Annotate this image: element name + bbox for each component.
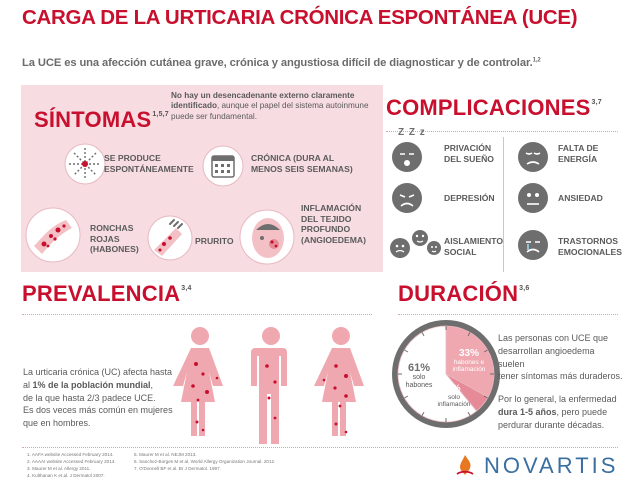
pie-33-value: 33% — [458, 348, 479, 359]
people-icon — [388, 224, 442, 264]
complicaciones-title — [386, 95, 602, 121]
ref-6: 6. Sanchez-Borges M et al. World Allergy Organization Journal. 2012. — [134, 458, 276, 464]
prevalencia-text — [23, 366, 173, 430]
prevalencia-title-text: PREVALENCIA — [22, 281, 181, 306]
dur-t2-1: Por lo general, la enfermedad — [498, 394, 617, 405]
novartis-logo-text: NOVARTIS — [484, 453, 619, 478]
sparkle-icon — [63, 142, 107, 186]
comp-energia: FALTA DE ENERGÍA — [558, 143, 599, 164]
duracion-pie-chart — [388, 316, 504, 432]
sintomas-prurito: PRURITO — [195, 236, 234, 246]
sintomas-intro-rest: , aunque el papel del sistema autoinmune puede ser fundamental. — [171, 101, 369, 121]
pie-61-sub2: habones — [405, 381, 433, 389]
references-col2 — [134, 452, 284, 473]
comp-depresion: DEPRESIÓN — [444, 193, 495, 203]
page-subtitle — [22, 57, 541, 69]
references-col1 — [27, 452, 127, 480]
comp-aislamiento: AISLAMIENTO SOCIAL — [444, 236, 504, 257]
prev-line2-post: , — [150, 379, 154, 390]
calendar-icon — [202, 145, 244, 187]
sintomas-cronica: CRÓNICA (DURA AL MENOS SEIS SEMANAS) — [251, 153, 353, 174]
sintomas-espontaneo: SE PRODUCE ESPONTÁNEAMENTE — [104, 153, 194, 174]
sintomas-sup: 1,5,7 — [152, 111, 169, 118]
prev-line4: Es dos veces más común en mujeres — [23, 405, 173, 416]
depressed-face-icon — [392, 183, 422, 213]
prev-line2-pre: al — [23, 379, 33, 390]
pie-6-value: 6% — [447, 383, 461, 393]
dur-t1-3: tener síntomas más duraderos. — [498, 371, 623, 382]
subtitle-text: La UCE es una afección cutánea grave, crónica y angustiosa difícil de diagnosticar y de controlar. — [22, 57, 533, 69]
page-title: CARGA DE LA URTICARIA CRÓNICA ESPONTÁNEA (UCE) — [22, 6, 578, 29]
comp-ansiedad: ANSIEDAD — [558, 193, 603, 203]
tired-face-icon — [518, 142, 548, 172]
dur-t2-2-rest: , pero puede — [556, 406, 608, 417]
complicaciones-title-text: COMPLICACIONES — [386, 95, 591, 120]
comp-trastornos: TRASTORNOS EMOCIONALES — [558, 236, 622, 257]
prevalencia-title — [22, 281, 192, 307]
pie-6-sub2: inflamación — [437, 401, 471, 409]
pie-6-sub1: solo — [448, 393, 460, 401]
prev-line3: de la que hasta 2/3 padece UCE. — [23, 392, 156, 403]
prev-line1: La urticaria crónica (UC) afecta hasta — [23, 367, 173, 377]
references-divider — [22, 447, 618, 448]
dur-t2-2-bold: dura 1-5 años — [498, 406, 557, 417]
duracion-text — [498, 332, 623, 431]
prevalencia-divider — [22, 314, 372, 315]
pie-33-sub1: habones e — [453, 359, 485, 366]
pie-label-6 — [432, 384, 476, 408]
pie-label-61 — [402, 362, 436, 389]
swollen-face-icon — [238, 208, 296, 266]
sleepy-face-icon — [392, 142, 422, 172]
comp-sueno: PRIVACIÓN DEL SUEÑO — [444, 143, 494, 164]
duracion-sup: 3,6 — [519, 285, 530, 292]
ref-7: 7. O'Donnell BF et al. Br J Dermatol. 1997. — [134, 465, 221, 471]
duracion-title — [398, 281, 530, 307]
woman-figure-icon — [169, 326, 231, 448]
dur-t2-2 — [498, 406, 623, 419]
dur-t2-3: perdurar durante décadas. — [498, 419, 605, 430]
ref-3: 3. Maurer M et al. Allergy 2011. — [27, 465, 91, 471]
hives-arm-icon — [24, 206, 82, 264]
pie-label-33 — [446, 348, 492, 373]
dur-t1-1: Las personas con UCE que — [498, 333, 609, 343]
duracion-title-text: DURACIÓN — [398, 281, 519, 306]
complicaciones-sup: 3,7 — [591, 99, 602, 106]
sintomas-ronchas: RONCHAS ROJAS (HABONES) — [90, 223, 139, 255]
prev-line2-bold: 1% de la población mundial — [32, 379, 151, 390]
prev-line5: que en hombres. — [23, 418, 91, 429]
subtitle-sup: 1,2 — [532, 57, 541, 64]
sintomas-intro — [171, 91, 371, 122]
scratching-hand-icon — [146, 214, 194, 262]
woman-figure-icon — [310, 326, 372, 448]
prevalencia-sup: 3,4 — [181, 285, 192, 292]
pie-33-sub2: inflamación — [452, 366, 486, 374]
pie-61-sub1: solo — [412, 374, 426, 382]
pie-61-value: 61% — [407, 362, 431, 374]
complicaciones-vdivider — [503, 137, 504, 272]
sintomas-title — [34, 107, 169, 133]
ref-5: 5. Maurer M et al. NEJM 2013. — [134, 452, 197, 457]
novartis-flame-icon — [454, 454, 476, 476]
man-figure-icon — [245, 326, 297, 448]
sintomas-inflamacion: INFLAMACIÓN DEL TEJIDO PROFUNDO (ANGIOEDEMA) — [301, 203, 366, 246]
zzz-text: Z Z z — [398, 127, 426, 138]
anxious-face-icon — [518, 183, 548, 213]
sintomas-intro-bold: No hay un desencadenante externo claramente identificado — [171, 91, 355, 111]
ref-4: 4. Kulthanan K et al. J Dermatol 2007. — [27, 472, 105, 478]
duracion-divider — [398, 314, 618, 315]
prev-line2 — [23, 379, 173, 392]
ref-1: 1. AAFA website Accessed February 2014. — [27, 452, 114, 457]
crying-face-icon — [518, 230, 548, 260]
ref-2: 2. AAAAI website Accessed February 2014. — [27, 458, 116, 464]
sintomas-title-text: SÍNTOMAS — [34, 107, 152, 132]
dur-t1-2: desarrollan angioedema suelen — [498, 345, 595, 369]
